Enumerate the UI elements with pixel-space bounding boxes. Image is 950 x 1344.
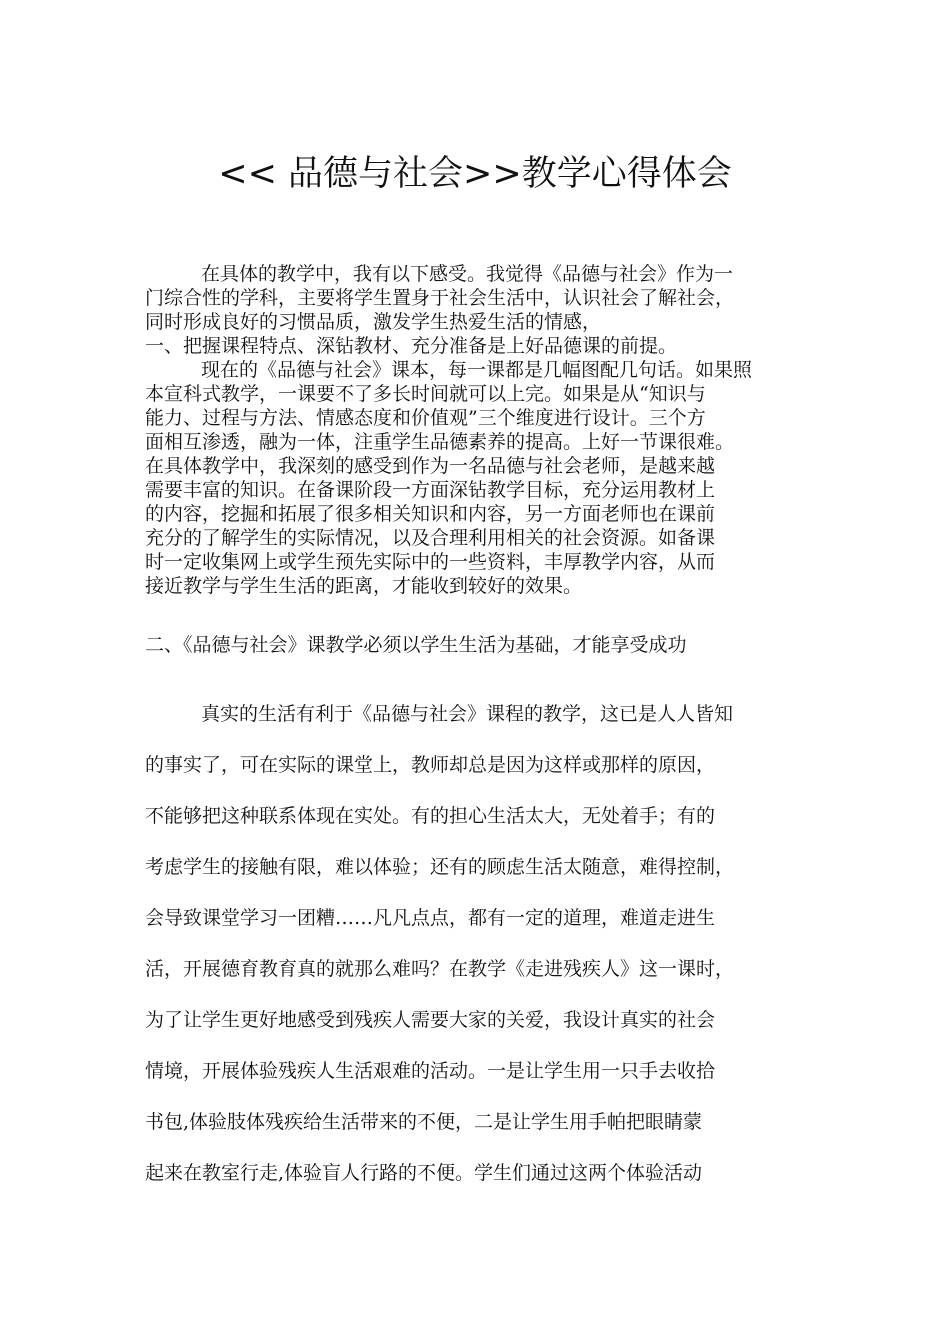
text-line: 情境，开展体验残疾人生活艰难的活动。一是让学生用一只手去收拾: [145, 1060, 716, 1082]
section-heading-2: 二、《品德与社会》课教学必须以学生生活为基础，才能享受成功: [145, 634, 687, 656]
text-line: 现在的《品德与社会》课本，每一课都是几幅图配几句话。如果照: [201, 359, 753, 381]
text-line: 同时形成良好的习惯品质，激发学生热爱生活的情感，: [145, 311, 602, 333]
text-line: 的内容，挖掘和拓展了很多相关知识和内容，另一方面老师也在课前: [145, 503, 716, 525]
text-line: 活，开展德育教育真的就那么难吗？在教学《走进残疾人》这一课时，: [145, 958, 735, 980]
text-line: 考虑学生的接触有限，难以体验；还有的顾虑生活太随意，难得控制，: [145, 856, 735, 878]
text-line: 门综合性的学科，主要将学生置身于社会生活中，认识社会了解社会，: [145, 287, 735, 309]
text-line: 书包,体验肢体残疾给生活带来的不便，二是让学生用手帕把眼睛蒙: [145, 1111, 703, 1133]
text-line: 接近教学与学生生活的距离，才能收到较好的效果。: [145, 575, 583, 597]
text-line: 在具体的教学中，我有以下感受。我觉得《品德与社会》作为一: [201, 263, 734, 285]
text-line: 本宣科式教学，一课要不了多长时间就可以上完。如果是从“知识与: [145, 383, 706, 405]
text-line: 需要丰富的知识。在备课阶段一方面深钻教学目标，充分运用教材上: [145, 479, 716, 501]
text-line: 充分的了解学生的实际情况，以及合理利用相关的社会资源。如备课: [145, 527, 716, 549]
section2-paragraph: [145, 694, 815, 1204]
text-line: 起来在教室行走,体验盲人行路的不便。学生们通过这两个体验活动: [145, 1162, 703, 1184]
text-line: 面相互渗透，融为一体，注重学生品德素养的提高。上好一节课很难。: [145, 431, 735, 453]
section-heading-1: 一、把握课程特点、深钻教材、充分准备是上好品德课的前提。: [145, 335, 678, 357]
text-line: 的事实了，可在实际的课堂上，教师却总是因为这样或那样的原因，: [145, 754, 716, 776]
text-line: 不能够把这种联系体现在实处。有的担心生活太大，无处着手；有的: [145, 805, 716, 827]
text-line: 为了让学生更好地感受到残疾人需要大家的关爱，我设计真实的社会: [145, 1009, 716, 1031]
text-line: 时一定收集网上或学生预先实际中的一些资料，丰厚教学内容，从而: [145, 551, 716, 573]
text-line: 会导致课堂学习一团糟……凡凡点点，都有一定的道理，难道走进生: [145, 907, 716, 929]
text-line: 能力、过程与方法、情感态度和价值观”三个维度进行设计。三个方: [145, 407, 706, 429]
intro-paragraph: [145, 262, 815, 598]
text-line: 真实的生活有利于《品德与社会》课程的教学，这已是人人皆知: [201, 703, 734, 725]
text-line: 在具体教学中，我深刻的感受到作为一名品德与社会老师，是越来越: [145, 455, 716, 477]
document-title: << 品德与社会>>教学心得体会: [218, 154, 732, 194]
